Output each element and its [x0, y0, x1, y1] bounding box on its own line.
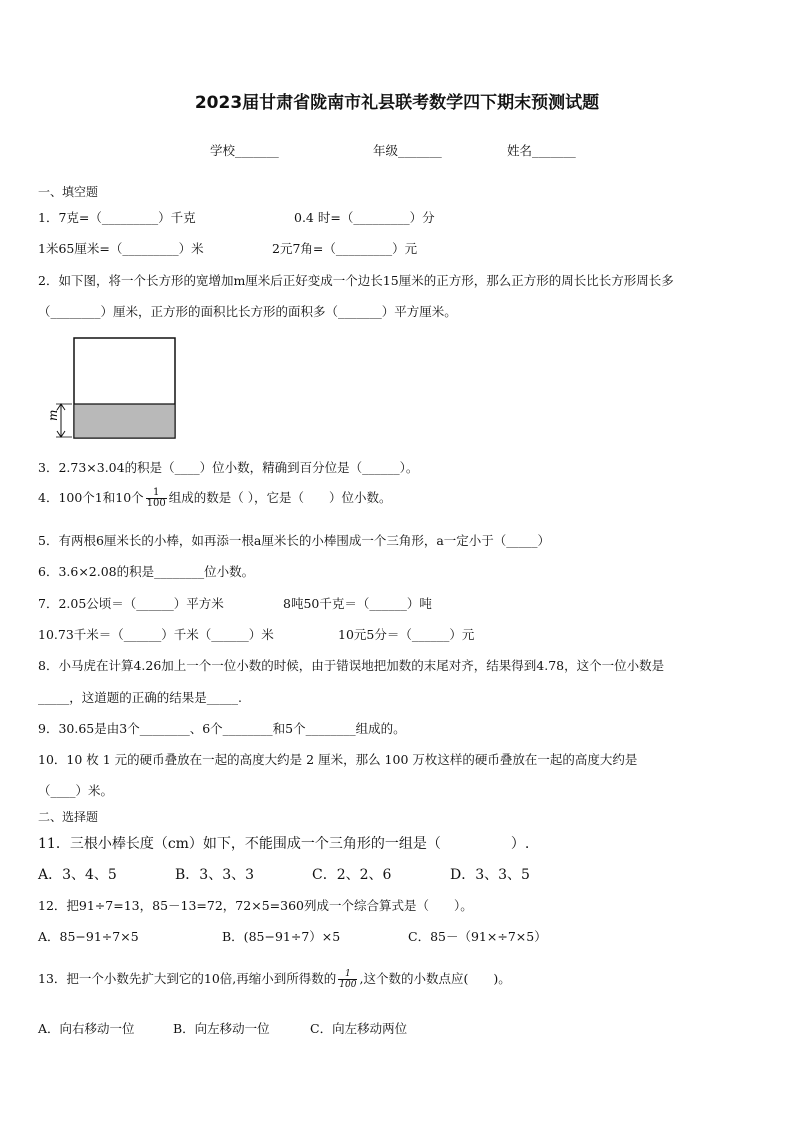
- fraction-1-100: [146, 488, 167, 509]
- fraction-1-100-italic: [338, 969, 357, 990]
- q1-c: 1米65厘米=（_________）米: [38, 241, 204, 256]
- q7-b: 8吨50千克＝（______）吨: [283, 596, 432, 611]
- q11-option-b: B．3、3、3: [175, 867, 255, 883]
- q4-post: 组成的数是（ ），它是（ ）位小数。: [168, 490, 392, 505]
- fraction-numerator: 1: [146, 488, 167, 499]
- q13-pre: 13．把一个小数先扩大到它的10倍,再缩小到所得数的: [38, 971, 337, 986]
- q3: 3．2.73×3.04的积是（____）位小数，精确到百分位是（______）。: [38, 460, 419, 475]
- q11-stem: 11．三根小棒长度（cm）如下，不能围成一个三角形的一组是（ ）.: [38, 836, 530, 852]
- q13-stem: [38, 969, 511, 990]
- section-multiple-choice: 二、选择题: [38, 810, 99, 824]
- q13-post: ,这个数的小数点应( )。: [359, 971, 511, 986]
- grade-field: 年级_______: [373, 143, 442, 158]
- q12-option-c: C．85－（91×÷7×5）: [408, 929, 547, 944]
- fraction-numerator: 1: [338, 969, 357, 980]
- q13-option-a: A．向右移动一位: [38, 1021, 135, 1036]
- q1-b: 0.4 时=（_________）分: [294, 210, 435, 225]
- q10-line2: （____）米。: [38, 783, 114, 798]
- q13-option-b: B．向左移动一位: [173, 1021, 270, 1036]
- q1-d: 2元7角=（_________）元: [272, 241, 418, 256]
- q11-option-d: D．3、3、5: [450, 867, 530, 883]
- q11-option-a: A．3、4、5: [38, 867, 117, 883]
- m-label: m: [46, 409, 60, 421]
- q8-line2: _____，这道题的正确的结果是_____.: [38, 690, 242, 705]
- q7-a: 7．2.05公顷＝（______）平方米: [38, 596, 224, 611]
- q2-line2: （________）厘米，正方形的面积比长方形的面积多（_______）平方厘米。: [38, 304, 457, 319]
- q5: 5．有两根6厘米长的小棒，如再添一根a厘米长的小棒围成一个三角形，a一定小于（_____）: [38, 533, 551, 548]
- name-field: 姓名_______: [507, 143, 576, 158]
- page-title: 2023届甘肃省陇南市礼县联考数学四下期末预测试题: [194, 93, 600, 113]
- section-fill-blank: 一、填空题: [38, 185, 99, 199]
- q7-d: 10元5分＝（______）元: [338, 627, 475, 642]
- q12-option-a: A．85−91÷7×5: [38, 929, 139, 944]
- shaded-strip: [74, 404, 175, 438]
- school-field: 学校_______: [210, 143, 279, 158]
- q8-line1: 8．小马虎在计算4.26加上一个一位小数的时候，由于错误地把加数的末尾对齐，结果得到4.78，这个一位小数是: [38, 658, 665, 673]
- q1-a: 1．7克=（_________）千克: [38, 210, 196, 225]
- q12-option-b: B．(85−91÷7）×5: [222, 929, 341, 944]
- q9: 9．30.65是由3个________、6个________和5个________组成的。: [38, 721, 406, 736]
- q11-option-c: C．2、2、6: [312, 867, 392, 883]
- rectangle-figure: [46, 335, 186, 441]
- q4: [38, 488, 392, 509]
- q7-c: 10.73千米＝（______）千米（______）米: [38, 627, 274, 642]
- q13-option-c: C．向左移动两位: [310, 1021, 408, 1036]
- fraction-denominator: 100: [146, 498, 166, 509]
- q10-line1: 10．10 枚 1 元的硬币叠放在一起的高度大约是 2 厘米，那么 100 万枚这样的硬币叠放在一起的高度大约是: [38, 752, 638, 767]
- q6: 6．3.6×2.08的积是________位小数。: [38, 564, 255, 579]
- q4-pre: 4．100个1和10个: [38, 490, 144, 505]
- q2-line1: 2．如下图，将一个长方形的宽增加m厘米后正好变成一个边长15厘米的正方形，那么正方形的周长比长方形周长多: [38, 273, 674, 288]
- fraction-denominator: 100: [339, 980, 357, 990]
- q12-stem: 12．把91÷7=13，85－13=72，72×5=360列成一个综合算式是（ ）。: [38, 898, 473, 913]
